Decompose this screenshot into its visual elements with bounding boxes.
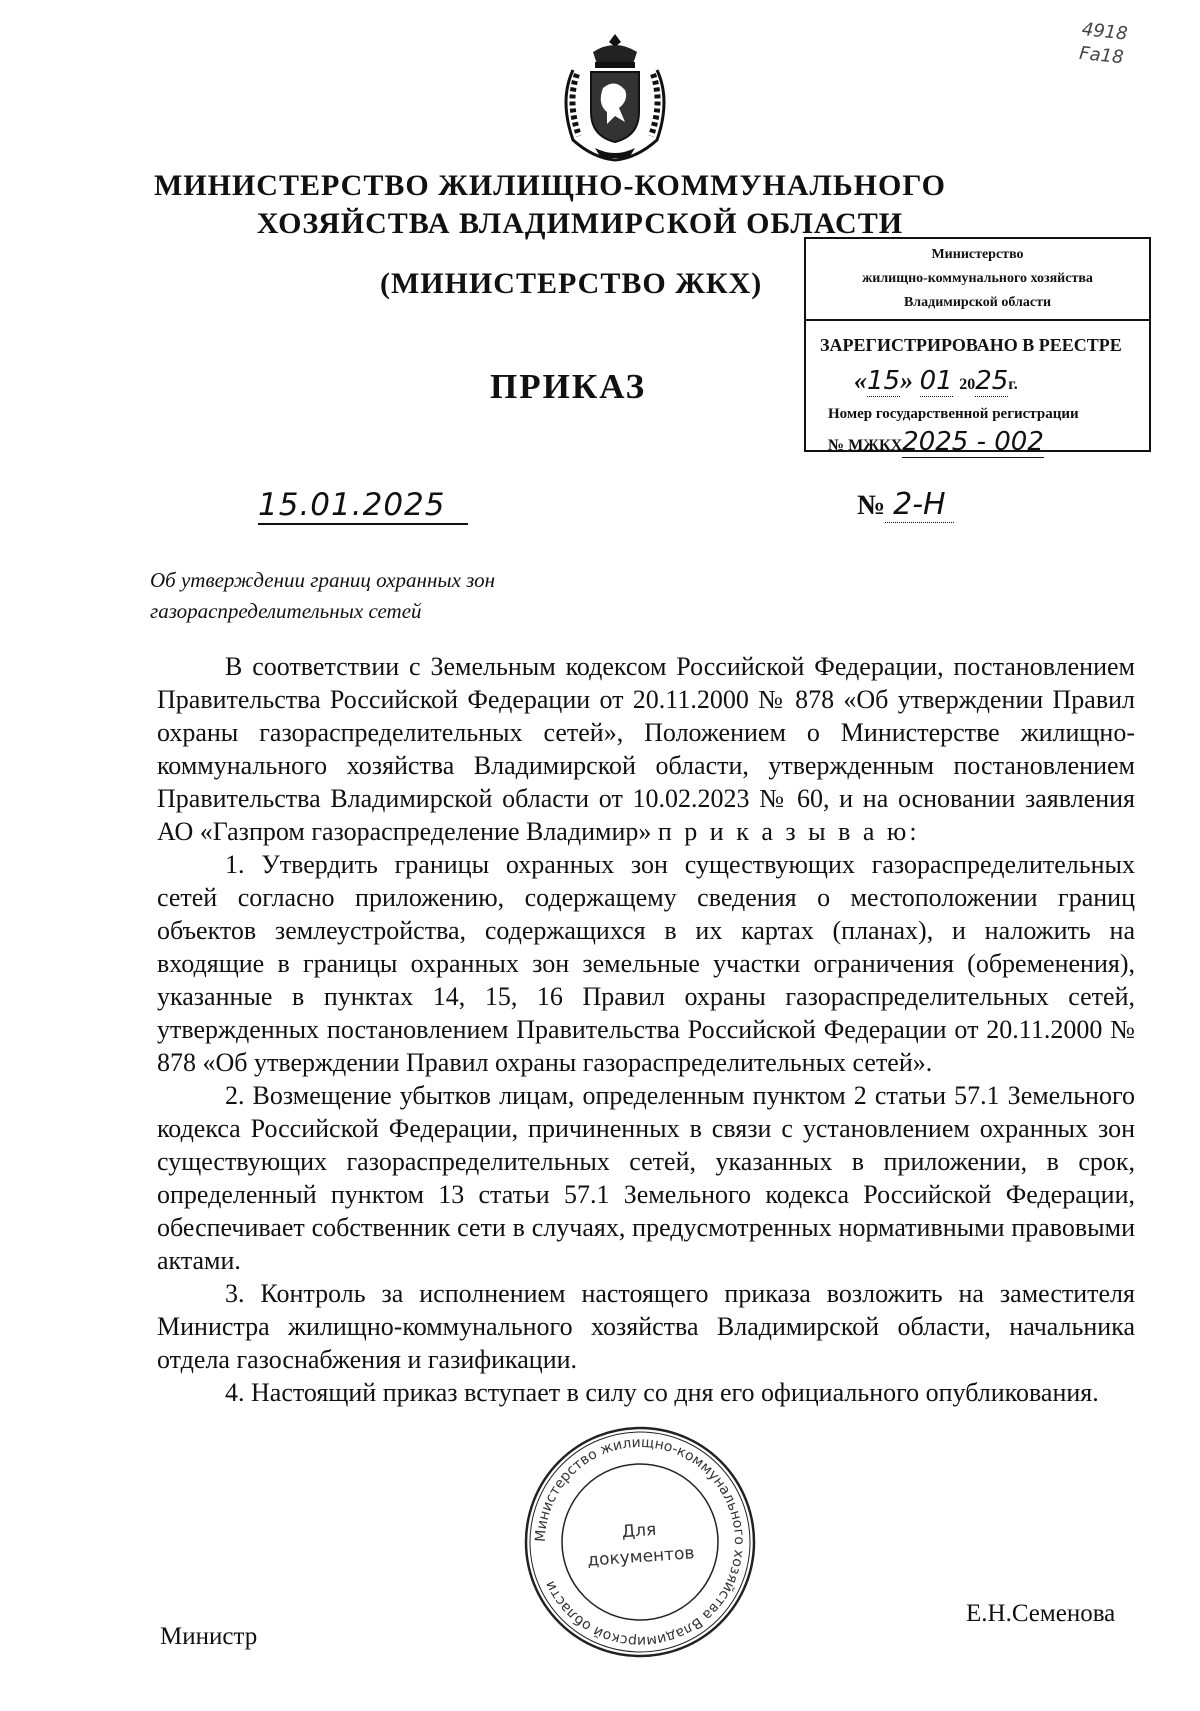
corner-handwritten-note: 4918 Fa18 [1078, 18, 1129, 69]
stamp-registered-label: ЗАРЕГИСТРИРОВАНО В РЕЕСТРЕ [820, 335, 1122, 355]
stamp-reg-number-label: Номер государственной регистрации [828, 406, 1079, 422]
order-preamble [157, 650, 1135, 848]
order-word: п р и к а з ы в а ю: [657, 817, 920, 846]
signer-name: Е.Н.Семенова [966, 1600, 1116, 1627]
order-item-4: 4. Настоящий приказ вступает в силу со дня его официального опубликования. [225, 1378, 1099, 1407]
seal-center-text [558, 1512, 721, 1575]
registration-stamp [804, 237, 1151, 457]
coat-of-arms-icon [555, 30, 675, 165]
stamp-date-day: 15 [867, 366, 901, 396]
stamp-reg-number-value: 2025 - 002 [902, 427, 1044, 457]
stamp-date-quote-open: « [854, 366, 867, 395]
order-body [157, 650, 1135, 1409]
order-subject-line-2: газораспределительных сетей [150, 599, 422, 623]
seal-center-line-2: документов [586, 1543, 696, 1571]
ministry-title [120, 167, 980, 243]
preamble-text: В соответствии с Земельным кодексом Российской Федерации, постановлением Правительства Российской Федерации от 20.11.2000 № 878 «Об утверждении Правил охраны газораспределительных сетей», Положением о Министерстве жилищно-коммунального хозяйства Владимирской области, утвержденным постановлением Правительства Владимирской области от 10.02.2023 № 60, и на основании заявления АО «Газпром газораспределение Владимир» [157, 652, 1135, 846]
stamp-agency-line-1: Министерство [931, 247, 1024, 262]
signer-title: Министр [160, 1623, 258, 1650]
ministry-title-line-2: ХОЗЯЙСТВА ВЛАДИМИРСКОЙ ОБЛАСТИ [256, 207, 904, 240]
order-item-3: 3. Контроль за исполнением настоящего приказа возложить на заместителя Министра жилищно-коммунального хозяйства Владимирской области, начальника отдела газоснабжения и газификации. [157, 1279, 1135, 1374]
stamp-registration-date [854, 366, 1149, 396]
order-item-2: 2. Возмещение убытков лицам, определенным пунктом 2 статьи 57.1 Земельного кодекса Российской Федерации, причиненных в связи с установлением охранных зон существующих газораспределительных сетей, указанных в приложении, в срок, определенный пунктом 13 статьи 57.1 Земельного кодекса Российской Федерации, обеспечивает собственник сети в случаях, предусмотренных нормативными правовыми актами. [157, 1081, 1135, 1275]
stamp-agency [806, 239, 1149, 321]
order-item-1: 1. Утвердить границы охранных зон существующих газораспределительных сетей согласно приложению, содержащему сведения о местоположении границ объектов землеустройства, содержащихся в их картах (планах), и наложить на входящие в границы охранных зон земельные участки ограничения (обременения), указанные в пунктах 14, 15, 16 Правил охраны газораспределительных сетей, утвержденных постановлением Правительства Российской Федерации от 20.11.2000 № 878 «Об утверждении Правил охраны газораспределительных сетей». [157, 850, 1135, 1077]
stamp-date-month: 01 [919, 366, 953, 396]
document-type: ПРИКАЗ [490, 367, 647, 406]
order-number-value: 2-Н [885, 487, 953, 523]
seal-center-line-1: Для [621, 1519, 657, 1543]
stamp-agency-line-2: жилищно-коммунального хозяйства [862, 271, 1093, 286]
order-number [857, 487, 977, 522]
stamp-agency-line-3: Владимирской области [903, 295, 1052, 310]
stamp-reg-number-prefix: № МЖКХ [828, 437, 903, 454]
order-number-label: № [857, 490, 886, 521]
stamp-year-suffix: 25 [975, 366, 1009, 396]
ministry-short-name: (МИНИСТЕРСТВО ЖКХ) [380, 267, 763, 300]
order-date: 15.01.2025 [258, 487, 468, 525]
order-subject [150, 565, 570, 627]
order-subject-line-1: Об утверждении границ охранных зон [150, 568, 496, 592]
ministry-title-line-1: МИНИСТЕРСТВО ЖИЛИЩНО-КОММУНАЛЬНОГО [153, 169, 947, 202]
stamp-year-prefix: 20 [959, 376, 976, 393]
stamp-year-unit: г. [1008, 376, 1018, 393]
seal-ring-text: Министерство жилищно-коммунального хозяйства Владимирской области [532, 1434, 748, 1650]
stamp-date-quote-close: » [900, 366, 914, 395]
stamp-reg-number [828, 427, 1149, 457]
